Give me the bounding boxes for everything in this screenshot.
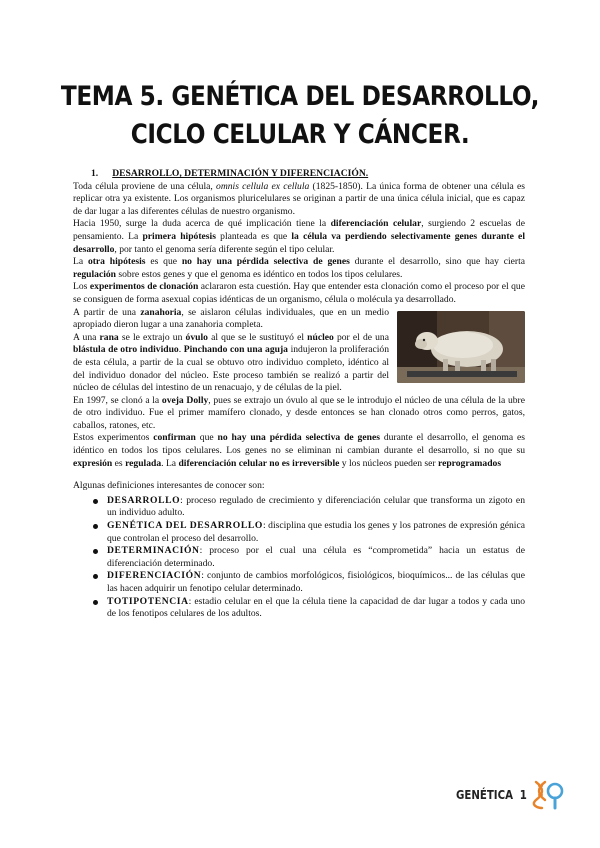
bold-text: reprogramados xyxy=(438,457,502,469)
text: durante el desarrollo, el genoma es idéntico en todos los tipos celulares. Los genes no se eliminan ni cambian durante el desarrollo, si no que su xyxy=(73,432,525,457)
text: , surgiendo 2 escuelas de pensamiento. La xyxy=(73,218,525,242)
definition-term: GENÉTICA DEL DESARROLLO xyxy=(107,520,263,532)
title-line-2: CICLO CELULAR Y CÁNCER. xyxy=(130,119,470,150)
text: En 1997, se clonó a la xyxy=(73,394,162,406)
text: planteada es que xyxy=(215,230,292,242)
section-heading-text: DESARROLLO, DETERMINACIÓN Y DIFERENCIACIÓN. xyxy=(112,168,369,179)
bold-text: no hay una pérdida selectiva de genes xyxy=(181,256,350,268)
definition-text: : proceso por el cual una célula es “comprometida” hacia un estatus de diferenciación determinado. xyxy=(107,545,525,569)
text: , se aislaron células individuales, que en un medio apropiado dieron lugar a una zanahoria completa. xyxy=(73,306,389,331)
text: es xyxy=(112,457,126,469)
definition-text: : disciplina que estudia los genes y los patrones de expresión génica que controlan el proceso del desarrollo. xyxy=(107,520,525,544)
bold-text: otra hipótesis xyxy=(87,256,146,268)
dolly-sheep-photo xyxy=(397,311,525,383)
text: Toda célula proviene de una célula, xyxy=(73,180,217,192)
text: y los núcleos pueden ser xyxy=(339,457,438,469)
bold-text: diferenciación celular xyxy=(330,218,422,230)
italic-text: omnis cellula ex cellula xyxy=(216,180,310,192)
bold-text: confirman xyxy=(153,432,196,444)
text: (1825-1850). La única forma de obtener una célula es replicar otra ya existente. Los organismos pluricelulares se originan a partir de una única célula inicial, que es capaz de dar lugar a las diferentes células de nuestro organismo. xyxy=(73,180,525,217)
paragraph-4 xyxy=(73,281,525,306)
text: es que xyxy=(145,256,182,268)
section-heading xyxy=(73,168,525,181)
definition-text: : conjunto de cambios morfológicos, fisiológicos, bioquímicos... de las células que las hacen adquirir un fenotipo celular determinado. xyxy=(107,570,525,594)
definition-term: DESARROLLO xyxy=(107,494,181,506)
definition-text: : estadio celular en el que la célula tiene la capacidad de dar lugar a todos y cada uno de los fenotipos celulares de los adultos. xyxy=(107,595,525,620)
bold-text: zanahoria xyxy=(140,306,182,318)
document-body xyxy=(73,168,525,621)
text: se le extrajo un xyxy=(118,331,186,343)
footer-label: GENÉTICA xyxy=(456,788,513,802)
text: sobre estos genes y que el genoma es idéntico en todos los tipos celulares. xyxy=(116,268,403,280)
text: La xyxy=(73,256,88,268)
bold-text: oveja Dolly xyxy=(161,394,209,406)
bold-text: rana xyxy=(99,331,119,343)
text: . xyxy=(178,344,184,356)
text: A una xyxy=(73,331,100,343)
text: aclararon esta cuestión. Hay que entender esta clonación como el proceso por el que se consiguen de forma asexual copias idénticas de un organismo, célula o molécula ya desarrollado. xyxy=(73,281,525,305)
sheep-illustration xyxy=(397,311,525,383)
text: , por tanto el genoma sería diferente según el tipo celular. xyxy=(114,243,335,255)
bold-text: expresión xyxy=(73,457,113,469)
paragraph-2 xyxy=(73,218,525,256)
definition-term: TOTIPOTENCIA xyxy=(107,595,189,607)
text: Los xyxy=(73,281,90,293)
paragraph-3 xyxy=(73,256,525,281)
list-item xyxy=(93,596,525,621)
list-item xyxy=(93,570,525,595)
list-item xyxy=(93,495,525,520)
text: A partir de una xyxy=(73,306,141,318)
paragraph-1 xyxy=(73,181,525,219)
bold-text: óvulo xyxy=(185,331,208,343)
page-title xyxy=(42,78,558,154)
text: Estos experimentos xyxy=(73,432,154,444)
text: al que se le sustituyó el xyxy=(207,331,308,343)
list-item xyxy=(93,545,525,570)
bold-text: no hay una pérdida selectiva de genes xyxy=(217,432,380,444)
bold-text: regulación xyxy=(73,268,116,280)
definitions-intro: Algunas definiciones interesantes de conocer son: xyxy=(73,480,265,492)
text: por el de una xyxy=(333,331,389,343)
bold-text: diferenciación celular no es irreversible xyxy=(178,457,340,469)
text: que xyxy=(195,432,218,444)
bold-text: la célula va perdiendo selectivamente genes durante el desarrollo xyxy=(73,230,525,255)
text: . La xyxy=(161,457,179,469)
title-line-1: TEMA 5. GENÉTICA DEL DESARROLLO, xyxy=(60,81,540,112)
paragraph-8 xyxy=(73,432,525,470)
bold-text: Pinchando con una aguja xyxy=(183,344,288,356)
bold-text: núcleo xyxy=(307,331,334,343)
section-number: 1. xyxy=(91,168,99,179)
definition-text: : proceso regulado de crecimiento y diferenciación celular que transforma un zigoto en un individuo adulto. xyxy=(107,494,525,519)
page-footer xyxy=(456,788,527,802)
bold-text: regulada xyxy=(125,457,162,469)
text: durante el desarrollo, sino que hay cierta xyxy=(349,256,525,268)
bold-text: experimentos de clonación xyxy=(89,281,199,293)
text: Hacia 1950, surge la duda acerca de qué implicación tiene la xyxy=(73,218,331,230)
definition-term: DIFERENCIACIÓN xyxy=(107,570,202,582)
text: , pues se extrajo un óvulo al que se le introdujo el núcleo de una célula de la ubre de otro individuo. Fue el primer mamífero clonado, y desde entonces se han clonado otros como perros, gatos, caballos, ratones, etc. xyxy=(73,394,525,431)
paragraph-7 xyxy=(73,395,525,433)
text: indujeron la proliferación de esta célula, a partir de la cual se obtuvo otro individuo completo, idéntico al del individuo donador del núcleo. Este proceso también se realizó a partir del núcleo de células del intestino de un renacuajo, y de células de la piel. xyxy=(73,344,389,394)
definition-term: DETERMINACIÓN xyxy=(107,545,200,557)
bold-text: blástula de otro individuo xyxy=(73,344,179,356)
bold-text: primera hipótesis xyxy=(142,230,216,242)
list-item xyxy=(93,520,525,545)
dna-magnifier-icon xyxy=(532,780,566,810)
page-number: 1 xyxy=(519,788,527,802)
definitions-list xyxy=(73,495,525,621)
